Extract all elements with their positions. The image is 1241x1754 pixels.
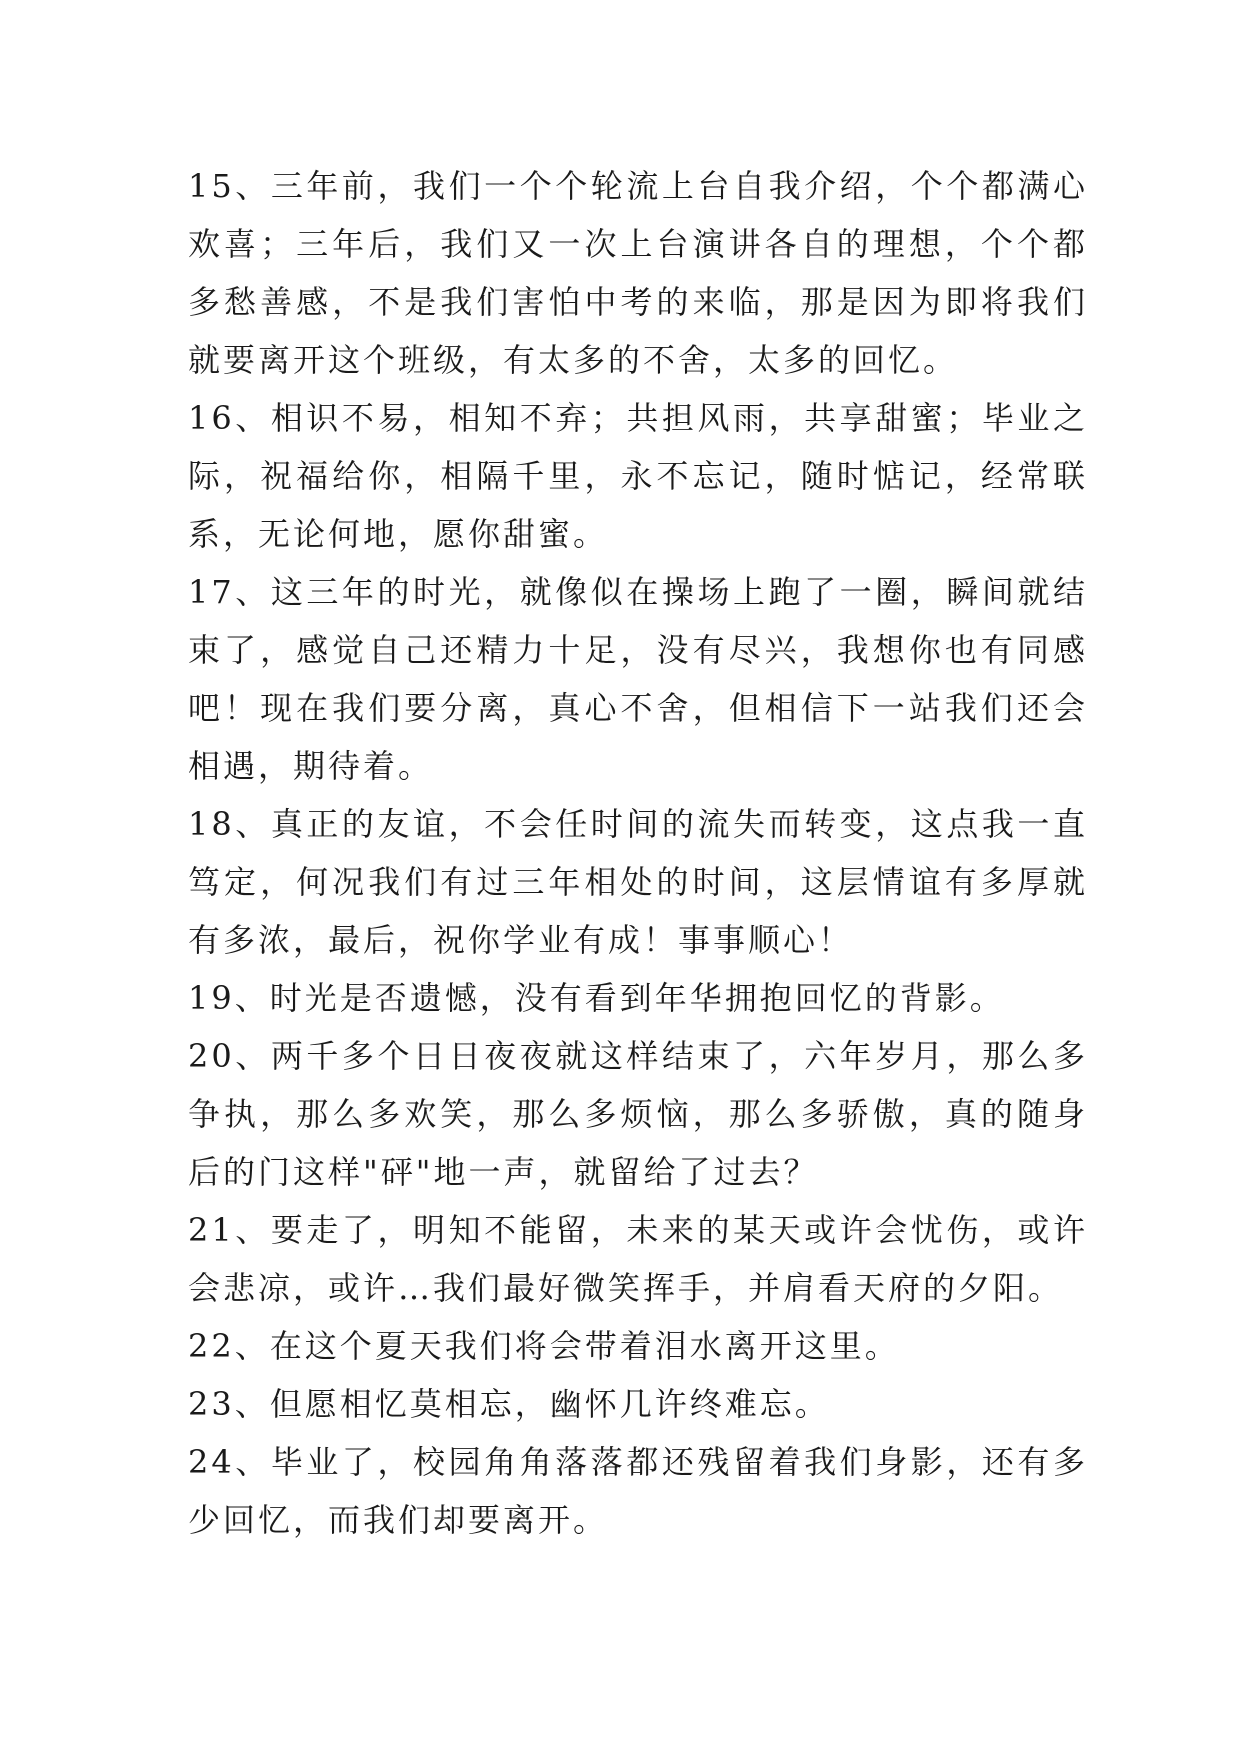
paragraph-21: 21、要走了，明知不能留，未来的某天或许会忧伤，或许会悲凉，或许…我们最好微笑挥手，并肩看天府的夕阳。	[188, 1211, 1088, 1307]
document-body	[188, 157, 1088, 1549]
paragraph-22: 22、在这个夏天我们将会带着泪水离开这里。	[188, 1327, 900, 1365]
paragraph-15: 15、三年前，我们一个个轮流上台自我介绍，个个都满心欢喜；三年后，我们又一次上台演讲各自的理想，个个都多愁善感，不是我们害怕中考的来临，那是因为即将我们就要离开这个班级，有太多的不舍，太多的回忆。	[188, 167, 1088, 379]
paragraph-16: 16、相识不易，相知不弃；共担风雨，共享甜蜜；毕业之际，祝福给你，相隔千里，永不忘记，随时惦记，经常联系，无论何地，愿你甜蜜。	[188, 399, 1088, 553]
paragraph-24: 24、毕业了，校园角角落落都还残留着我们身影，还有多少回忆，而我们却要离开。	[188, 1443, 1088, 1539]
paragraph-18: 18、真正的友谊，不会任时间的流失而转变，这点我一直笃定，何况我们有过三年相处的时间，这层情谊有多厚就有多浓，最后，祝你学业有成！事事顺心！	[188, 805, 1088, 959]
paragraph-23: 23、但愿相忆莫相忘，幽怀几许终难忘。	[188, 1385, 830, 1423]
paragraph-19: 19、时光是否遗憾，没有看到年华拥抱回忆的背影。	[188, 979, 1005, 1017]
paragraph-20: 20、两千多个日日夜夜就这样结束了，六年岁月，那么多争执，那么多欢笑，那么多烦恼，那么多骄傲，真的随身后的门这样"砰"地一声，就留给了过去？	[188, 1037, 1088, 1191]
paragraph-17: 17、这三年的时光，就像似在操场上跑了一圈，瞬间就结束了，感觉自己还精力十足，没有尽兴，我想你也有同感吧！现在我们要分离，真心不舍，但相信下一站我们还会相遇，期待着。	[188, 573, 1088, 785]
